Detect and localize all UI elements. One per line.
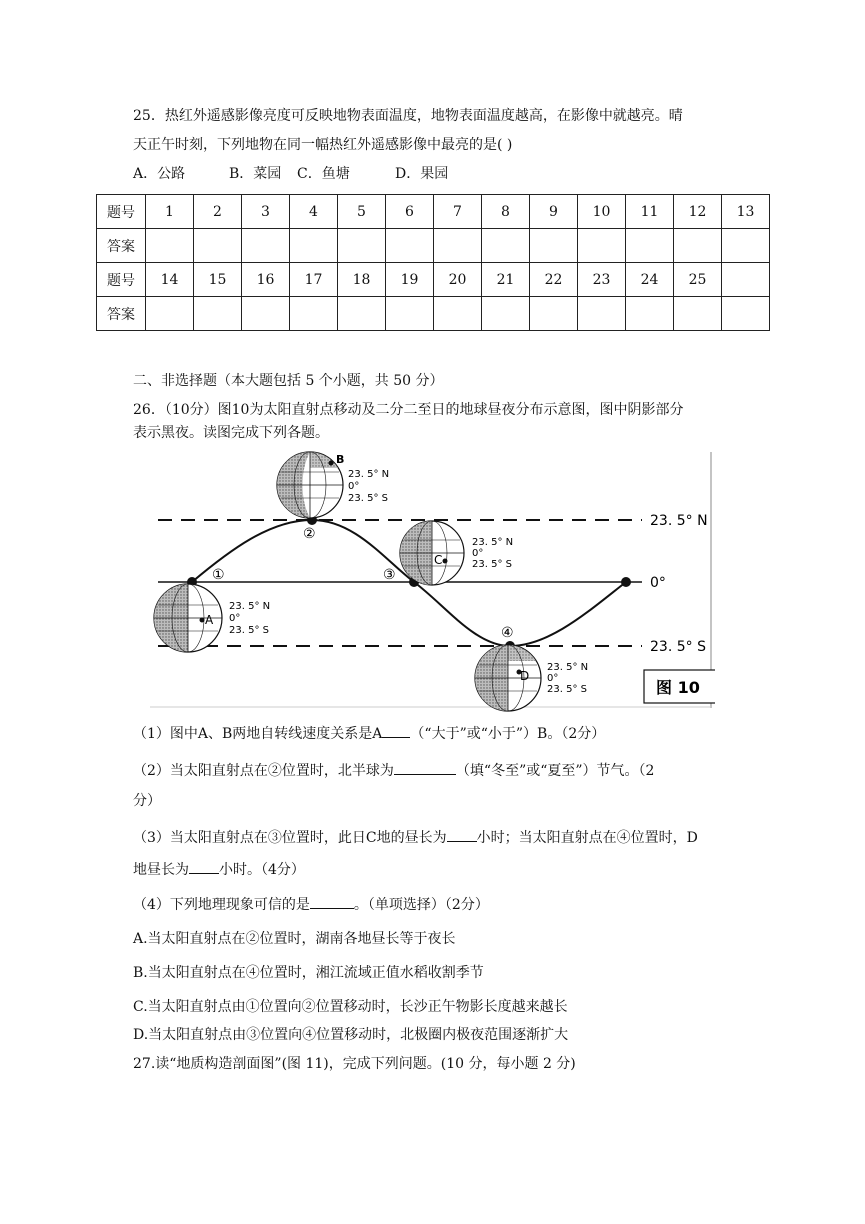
answer-cell[interactable] — [674, 229, 722, 263]
question-number-row — [97, 263, 770, 297]
globe-c-lat-0: 0° — [472, 548, 484, 559]
q26-sub3-text: 地昼长为 — [133, 862, 189, 878]
answer-blank[interactable] — [382, 723, 410, 738]
globe-b-lat-0: 0° — [348, 481, 360, 492]
answer-cell[interactable] — [194, 229, 242, 263]
table-cell: 1 — [146, 195, 194, 229]
section-title: 二、非选择题（本大题包括 5 个小题，共 50 分） — [133, 373, 444, 389]
answer-cell[interactable] — [242, 297, 290, 331]
answer-cell[interactable] — [482, 229, 530, 263]
option-d: D．果园 — [395, 166, 449, 182]
table-cell: 4 — [290, 195, 338, 229]
answer-cell[interactable] — [722, 297, 770, 331]
point-c-label: C — [434, 553, 443, 567]
globe-d-lat-s: 23. 5° S — [547, 684, 587, 695]
figure-10-diagram — [150, 450, 715, 712]
q26-sub3-text: 小时。（4分） — [219, 862, 305, 878]
point-a-label: A — [205, 613, 214, 627]
table-cell: 13 — [722, 195, 770, 229]
table-cell: 17 — [290, 263, 338, 297]
table-cell: 6 — [386, 195, 434, 229]
table-cell: 23 — [578, 263, 626, 297]
q26-sub2-text: （2）当太阳直射点在②位置时，北半球为 — [133, 763, 394, 779]
position-4-label: ④ — [501, 625, 514, 641]
globe-c — [400, 521, 464, 585]
answer-row — [97, 297, 770, 331]
q26-sub3 — [133, 827, 698, 848]
globe-b-lat-n: 23. 5° N — [348, 469, 390, 480]
answer-cell[interactable] — [386, 297, 434, 331]
answer-cell[interactable] — [434, 229, 482, 263]
answer-cell[interactable] — [434, 297, 482, 331]
answer-table — [96, 194, 770, 331]
globe-c-lat-s: 23. 5° S — [472, 559, 512, 570]
answer-cell[interactable] — [146, 229, 194, 263]
table-cell: 14 — [146, 263, 194, 297]
q26-sub1 — [133, 723, 605, 744]
table-cell: 25 — [674, 263, 722, 297]
end-dot — [621, 577, 631, 587]
answer-cell[interactable] — [146, 297, 194, 331]
answer-cell[interactable] — [530, 229, 578, 263]
answer-cell[interactable] — [482, 297, 530, 331]
option-a: A．公路 — [133, 166, 186, 182]
point-d-label: D — [520, 669, 530, 683]
table-cell: 5 — [338, 195, 386, 229]
table-cell: 20 — [434, 263, 482, 297]
q26-sub3-line2 — [133, 859, 305, 880]
answer-cell[interactable] — [338, 297, 386, 331]
table-cell: 16 — [242, 263, 290, 297]
choice-a: A.当太阳直射点在②位置时，湖南各地昼长等于夜长 — [133, 931, 456, 947]
q26-sub4-text: 。（单项选择）（2分） — [353, 897, 489, 913]
table-cell: 21 — [482, 263, 530, 297]
q27-line1: 27.读“地质构造剖面图”(图 11)，完成下列问题。(10 分，每小题 2 分) — [133, 1056, 576, 1072]
q26-sub3-text: 小时；当太阳直射点在④位置时，D — [476, 830, 698, 846]
table-cell: 19 — [386, 263, 434, 297]
q26-sub2 — [133, 760, 654, 781]
table-cell: 22 — [530, 263, 578, 297]
q26-line1: 26．（10分）图10为太阳直射点移动及二分二至日的地球昼夜分布示意图，图中阴影部分 — [133, 402, 684, 418]
table-header-cell: 题号 — [97, 195, 146, 229]
option-b: B．菜园 — [229, 166, 282, 182]
globe-a-lat-0: 0° — [229, 613, 241, 624]
choice-d: D.当太阳直射点由③位置向④位置移动时，北极圈内极夜范围逐渐扩大 — [133, 1027, 569, 1043]
label-23-5-s: 23. 5° S — [650, 639, 706, 655]
answer-blank[interactable] — [394, 760, 456, 775]
table-cell: 8 — [482, 195, 530, 229]
table-header-cell: 答案 — [97, 229, 146, 263]
table-cell: 15 — [194, 263, 242, 297]
position-2-label: ② — [303, 526, 316, 542]
answer-blank[interactable] — [447, 827, 477, 842]
globe-c-lat-n: 23. 5° N — [472, 537, 514, 548]
globe-a-lat-n: 23. 5° N — [229, 601, 271, 612]
label-23-5-n: 23. 5° N — [650, 513, 708, 529]
choice-c: C.当太阳直射点由①位置向②位置移动时，长沙正午物影长度越来越长 — [133, 999, 568, 1015]
answer-cell[interactable] — [722, 229, 770, 263]
answer-blank[interactable] — [310, 894, 354, 909]
answer-blank[interactable] — [189, 859, 219, 874]
table-header-cell: 答案 — [97, 297, 146, 331]
answer-cell[interactable] — [626, 229, 674, 263]
table-cell: 9 — [530, 195, 578, 229]
globe-d-lat-0: 0° — [547, 673, 559, 684]
table-cell: 24 — [626, 263, 674, 297]
table-cell: 2 — [194, 195, 242, 229]
label-equator: 0° — [650, 575, 666, 591]
globe-a — [154, 584, 222, 652]
answer-row — [97, 229, 770, 263]
table-cell: 3 — [242, 195, 290, 229]
answer-cell[interactable] — [290, 229, 338, 263]
globe-a-lat-s: 23. 5° S — [229, 625, 269, 636]
table-cell: 7 — [434, 195, 482, 229]
answer-cell[interactable] — [386, 229, 434, 263]
q25-line1: 25．热红外遥感影像亮度可反映地物表面温度，地物表面温度越高，在影像中就越亮。晴 — [133, 108, 683, 124]
answer-cell[interactable] — [578, 229, 626, 263]
table-cell: 18 — [338, 263, 386, 297]
q26-sub1-text: （1）图中A、B两地自转线速度关系是A — [133, 726, 383, 742]
question-number-row — [97, 195, 770, 229]
choice-b: B.当太阳直射点在④位置时，湘江流域正值水稻收割季节 — [133, 965, 484, 981]
point-b-label: B — [336, 453, 345, 466]
position-3-label: ③ — [383, 567, 396, 583]
q26-sub1-text: （“大于”或“小于”）B。（2分） — [410, 726, 606, 742]
table-header-cell: 题号 — [97, 263, 146, 297]
answer-cell[interactable] — [242, 229, 290, 263]
q26-sub3-text: （3）当太阳直射点在③位置时，此日C地的昼长为 — [133, 830, 447, 846]
answer-cell[interactable] — [530, 297, 578, 331]
answer-cell[interactable] — [338, 229, 386, 263]
answer-cell[interactable] — [674, 297, 722, 331]
table-cell — [722, 263, 770, 297]
q26-sub2-text: （填“冬至”或“夏至”）节气。（2 — [455, 763, 655, 779]
q25-line2: 天正午时刻，下列地物在同一幅热红外遥感影像中最亮的是( ) — [133, 137, 513, 153]
table-cell: 11 — [626, 195, 674, 229]
answer-cell[interactable] — [194, 297, 242, 331]
table-cell: 12 — [674, 195, 722, 229]
q26-sub2-cont: 分） — [133, 793, 161, 809]
q26-sub4-text: （4）下列地理现象可信的是 — [133, 897, 310, 913]
globe-b-lat-s: 23. 5° S — [348, 493, 388, 504]
globe-b — [277, 452, 344, 518]
table-cell: 10 — [578, 195, 626, 229]
q26-sub4 — [133, 894, 489, 915]
q26-line2: 表示黑夜。读图完成下列各题。 — [133, 425, 329, 441]
globe-d-lat-n: 23. 5° N — [547, 662, 589, 673]
answer-cell[interactable] — [578, 297, 626, 331]
answer-cell[interactable] — [626, 297, 674, 331]
figure-caption: 图 10 — [656, 678, 700, 697]
option-c: C．鱼塘 — [297, 166, 350, 182]
answer-cell[interactable] — [290, 297, 338, 331]
q25-options — [133, 164, 448, 184]
globe-d — [475, 645, 541, 711]
position-1-label: ① — [212, 567, 225, 583]
